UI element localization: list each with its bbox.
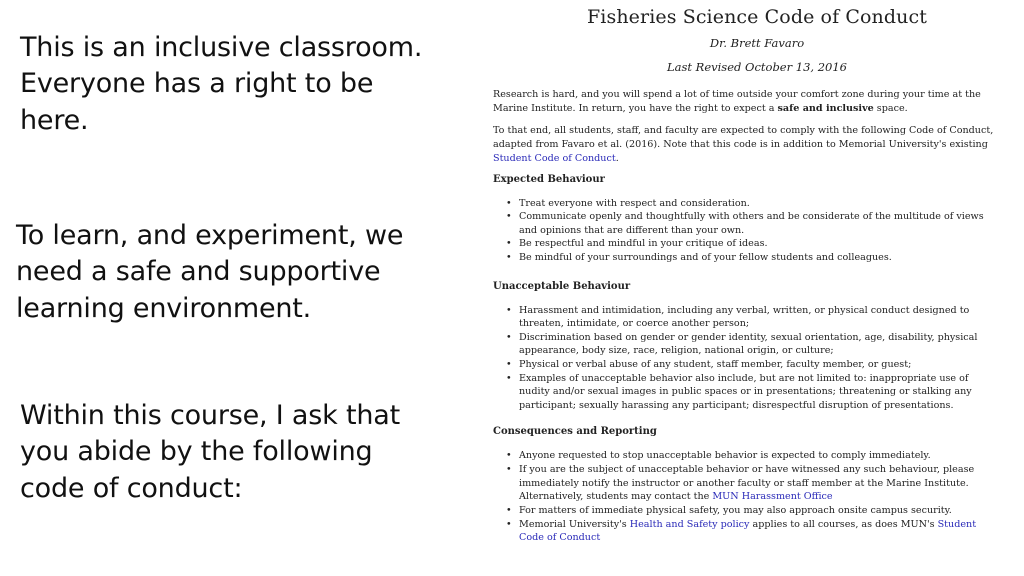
expected-behaviour-heading: Expected Behaviour [493, 173, 605, 185]
consequences-heading: Consequences and Reporting [493, 426, 657, 438]
list-item: • Communicate openly and thoughtfully with others and be considerate of the multitude of views and opinions that are different than your own. [503, 210, 1001, 237]
doc-author: Dr. Brett Favaro [709, 36, 805, 50]
learning-environment-statement: To learn, and experiment, we need a safe and supportive learning environment. [16, 220, 404, 324]
consequences-list [503, 449, 1001, 544]
doc-title: Fisheries Science Code of Conduct [587, 6, 927, 28]
health-safety-policy-link[interactable]: Health and Safety policy [629, 518, 750, 530]
doc-date: Last Revised October 13, 2016 [667, 60, 847, 74]
unacceptable-behaviour-list [503, 304, 1001, 413]
student-code-link-2[interactable]: Student Code of Conduct [519, 518, 977, 544]
list-item: • Physical or verbal abuse of any student, staff member, faculty member, or guest; [503, 358, 1001, 372]
list-item: • Treat everyone with respect and consideration. [503, 197, 1001, 211]
list-item: • For matters of immediate physical safety, you may also approach onsite campus security. [503, 504, 1001, 518]
item4-text-a: Memorial University's [519, 518, 630, 530]
list-item: • Be mindful of your surroundings and of your fellow students and colleagues. [503, 251, 1001, 265]
item2-text: If you are the subject of unacceptable behavior or have witnessed any such behaviour, please immediately notify the instructor or another faculty or staff member at the Marine Institute. Alternatively, students may contact the [519, 464, 975, 503]
intro1-bold: safe and inclusive [777, 102, 874, 114]
intro2-text-c: . [615, 152, 619, 164]
list-item [503, 463, 1001, 504]
list-item [503, 518, 1001, 545]
intro1-text-a: Research is hard, and you will spend a lot of time outside your comfort zone during your time at the Marine Institute. In return, you have the right to expect a [493, 89, 981, 114]
list-item: • Discrimination based on gender or gender identity, sexual orientation, age, disability, physical appearance, body size, race, religion, national origin, or culture; [503, 331, 1001, 358]
list-item: • Anyone requested to stop unacceptable behavior is expected to comply immediately. [503, 449, 1001, 463]
intro1-text-c: space. [873, 102, 908, 114]
abide-statement: Within this course, I ask that you abide by the following code of conduct: [20, 400, 400, 504]
code-of-conduct-document [493, 6, 1001, 572]
list-item: • Examples of unacceptable behavior also include, but are not limited to: inappropriate use of nudity and/or sexual images in public spaces or in presentations; threatening or stalking any participant; sexually harassing any participant; disrespectful disruption of presentations. [503, 372, 1001, 413]
unacceptable-behaviour-heading: Unacceptable Behaviour [493, 280, 631, 292]
intro2-text-a: To that end, all students, staff, and faculty are expected to comply with the following Code of Conduct, adapted from Favaro et al. (2016). Note that this code is in addition to Memorial University's existing [493, 124, 994, 150]
expected-behaviour-list [503, 197, 1001, 265]
intro-paragraph-2 [493, 124, 1001, 166]
inclusive-prefix: This is an [20, 32, 154, 63]
intro-paragraph-1 [493, 88, 1001, 116]
inclusive-statement [20, 30, 440, 139]
harassment-office-link[interactable]: MUN Harassment Office [712, 491, 833, 503]
list-item: • Be respectful and mindful in your critique of ideas. [503, 237, 1001, 251]
list-item: • Harassment and intimidation, including any verbal, written, or physical conduct designed to threaten, intimidate, or coerce another person; [503, 304, 1001, 331]
inclusive-highlight: inclusive classroom [153, 32, 414, 63]
item4-text-b: applies to all courses, as does MUN's [749, 518, 938, 530]
student-code-link[interactable]: Student Code of Conduct [493, 152, 616, 164]
inclusive-suffix: . Everyone has a right to be here. [20, 32, 423, 136]
